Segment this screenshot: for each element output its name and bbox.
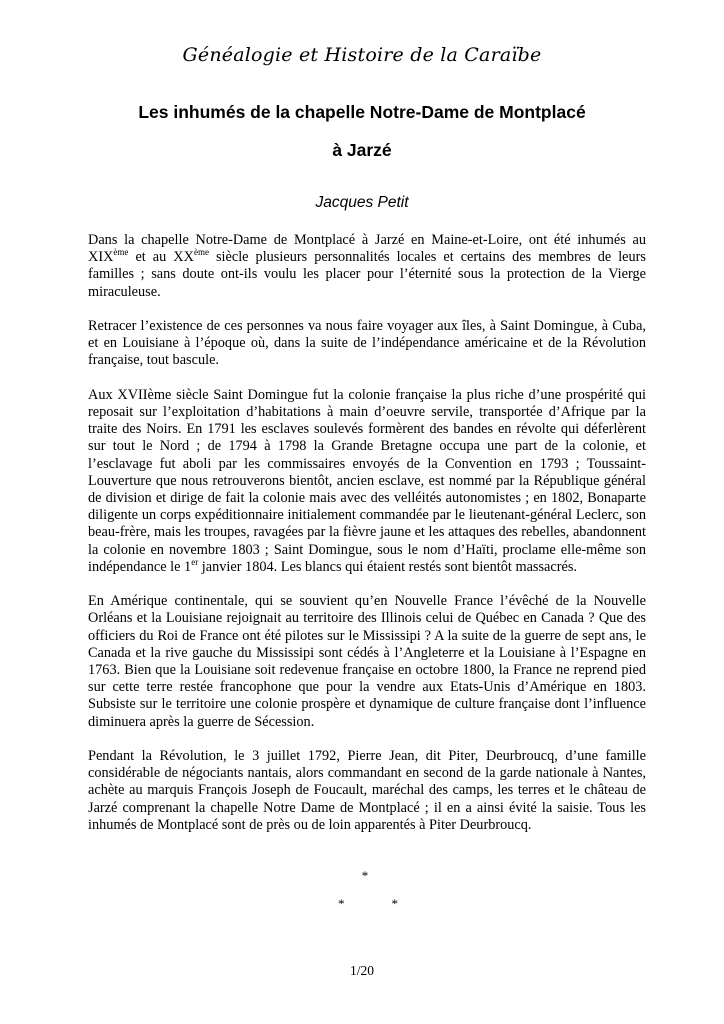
separator-star: * [391, 896, 398, 911]
article-title-line-2: à Jarzé [332, 140, 392, 160]
separator-star-row [338, 896, 398, 912]
superscript-er: er [191, 556, 199, 567]
paragraph-1-text-c: siècle plusieurs personnalités locales et certains des membres de leurs familles ; sans doute ont-ils voulu les placer pour l’éternité sous la protection de la Vierge miraculeuse. [88, 249, 646, 300]
superscript-eme-1: ème [113, 247, 129, 258]
article-body [88, 232, 646, 851]
article-title-line-1: Les inhumés de la chapelle Notre-Dame de Montplacé [138, 102, 586, 122]
paragraph-5: Pendant la Révolution, le 3 juillet 1792, Pierre Jean, dit Piter, Deurbroucq, d’une famille considérable de négociants nantais, alors commandant en second de la garde nationale à Nantes, achète au marquis François Joseph de Foucault, maréchal des camps, les terres et le château de Jarzé comprenant la chapelle Notre Dame de Montplacé ; il en a ainsi évité la saisie. Tous les inhumés de Montplacé sont de près ou de loin apparentés à Piter Deurbroucq. [88, 748, 646, 833]
paragraph-1 [88, 232, 646, 301]
author-name: Jacques Petit [315, 194, 409, 211]
separator-star: * [361, 868, 369, 883]
paragraph-2: Retracer l’existence de ces personnes va nous faire voyager aux îles, à Saint Domingue, à Cuba, et en Louisiane à l’époque où, dans la suite de l’indépendance américaine et de la Révolution française, tout bascule. [88, 318, 646, 369]
separator-star: * [338, 896, 345, 911]
superscript-eme-2: ème [193, 247, 209, 258]
paragraph-3-text-a: Aux XVIIème siècle Saint Domingue fut la colonie française la plus riche d’une prospérité qui reposait sur l’exploitation d’habitations à main d’oeuvre servile, transportée d’Afrique par la traite des Noirs. En 1791 les esclaves soulevés formèrent des bandes en révolte qui déferlèrent sur tout le Nord ; de 1794 à 1798 la Grande Bretagne occupa une part de la colonie, et l’esclavage fut aboli par les commissaires envoyés de la Convention en 1793 ; Toussaint-Louverture que nous retrouverons bientôt, ancien esclave, est nommé par la République général de division et dirige de fait la colonie mais avec des velléités autonomistes ; en 1802, Bonaparte diligente un corps expéditionnaire initialement commandée par le lieutenant-général Leclerc, son beau-frère, mais les troupes, ravagées par la fièvre jaune et les attaques des rebelles, abandonnent la colonie en novembre 1803 ; Saint Domingue, sous le nom d’Haïti, proclame elle-même son indépendance le 1 [88, 386, 646, 575]
paragraph-1-text-b: et au XX [128, 249, 194, 266]
paragraph-4: En Amérique continentale, qui se souvient qu’en Nouvelle France l’évêché de la Nouvelle Orléans et la Louisiane rejoignait au territoire des Illinois celui de Québec en Canada ? Que des officiers du Roi de France ont été pilotes sur le Mississipi ? A la suite de la guerre de sept ans, le Canada et la rive gauche du Mississipi sont cédés à l’Angleterre et la Louisiane à l’Espagne en 1763. Bien que la Louisiane soit redevenue française en octobre 1800, la France ne reprend pied sur cette terre restée francophone que pour la vendre aux Etats-Unis d’Amérique en 1803. Subsiste sur le territoire une colonie prospère et dynamique de culture française dont l’influence diminuera après la guerre de Sécession. [88, 593, 646, 730]
paragraph-3-text-b: janvier 1804. Les blancs qui étaient restés sont bientôt massacrés. [198, 558, 577, 575]
paragraph-1-text-a: Dans la chapelle Notre-Dame de Montplacé à Jarzé en Maine-et-Loire, ont été inhumés au XIX [88, 232, 646, 266]
separator-star-top [0, 868, 724, 884]
page-number: 1/20 [349, 963, 374, 978]
journal-title: Généalogie et Histoire de la Caraïbe [182, 44, 542, 66]
paragraph-3 [88, 387, 646, 576]
